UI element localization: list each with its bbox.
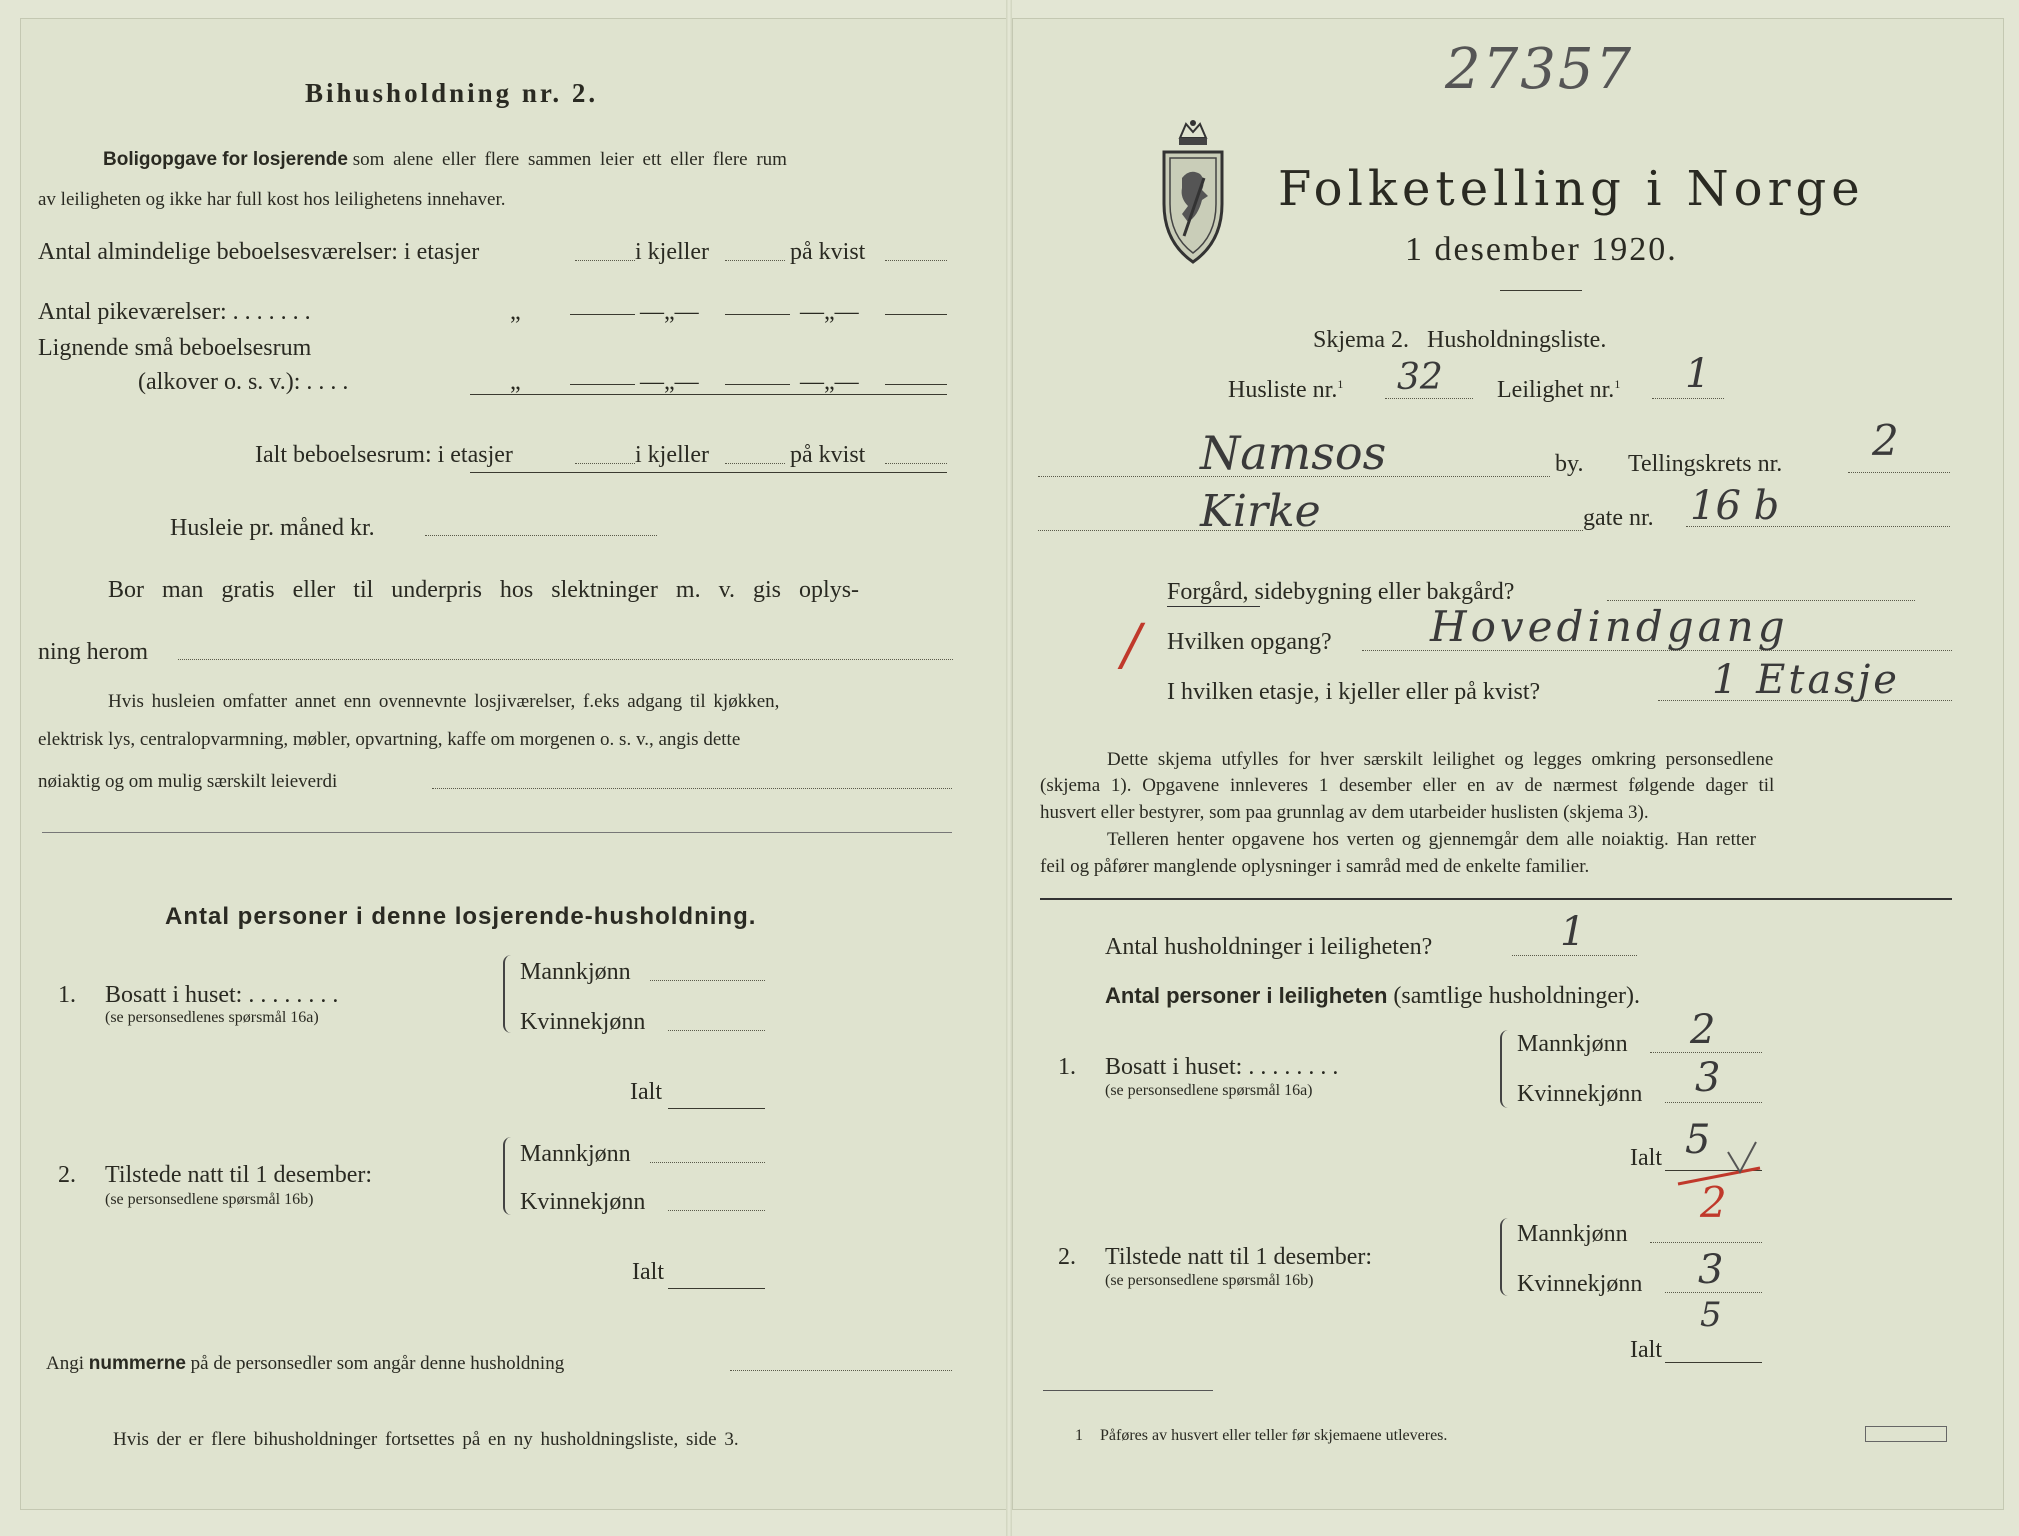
intro-bold: Boligopgave for losjerende — [103, 149, 348, 170]
pike-ditto-2: —„— — [640, 299, 699, 325]
gate-value: Kirke — [1200, 486, 1321, 537]
antal-personer-line — [1105, 984, 1640, 1008]
etasje-label: I hvilken etasje, i kjeller eller på kvist? — [1167, 679, 1541, 705]
left-q2-sub: (se personsedlene spørsmål 16b) — [105, 1191, 314, 1208]
coat-of-arms-icon — [1152, 118, 1234, 268]
right-title: Folketelling i Norge — [1278, 161, 1865, 217]
rooms-kvist: på kvist — [790, 239, 866, 265]
angi-line-fill — [730, 1370, 952, 1371]
left-q2-mann: Mannkjønn — [520, 1141, 631, 1167]
footnote-text: Påføres av husvert eller teller før skjemaene utleveres. — [1100, 1427, 1448, 1444]
left-q1-label: Bosatt i huset: . . . . . . . . — [105, 982, 339, 1008]
husliste-sup: 1 — [1337, 377, 1344, 391]
skjema-heading: Skjema 2. Husholdningsliste. — [1313, 327, 1607, 353]
left-q1-sub: (se personsedlenes spørsmål 16a) — [105, 1009, 319, 1026]
dette-line-5: feil og påfører manglende oplysninger i samråd med de enkelte familier. — [1040, 856, 1590, 877]
gate-label: gate nr. — [1583, 505, 1654, 531]
lignende-ditto-2: —„— — [640, 369, 699, 395]
right-q2-ialt: Ialt — [1630, 1337, 1662, 1363]
husleie-label: Husleie pr. måned kr. — [170, 515, 375, 541]
pike-ditto-3: —„— — [800, 299, 859, 325]
left-q2-mann-line — [650, 1162, 765, 1163]
gate-nr-value: 16 b — [1690, 483, 1780, 529]
forgard-line — [1607, 600, 1915, 601]
leilighet-sup: 1 — [1614, 377, 1621, 391]
census-date: 1 desember 1920. — [1405, 231, 1678, 268]
right-q1-kvinne-value: 3 — [1695, 1055, 1721, 1101]
angi-post: på de personsedler som angår denne husholdning — [190, 1353, 565, 1374]
right-q2-mann: Mannkjønn — [1517, 1221, 1628, 1247]
left-q1-mann: Mannkjønn — [520, 959, 631, 985]
lignende-line-1: Lignende små beboelsesrum — [38, 335, 312, 361]
opgang-value: Hovedindgang — [1430, 602, 1789, 651]
antal-personer-bold: Antal personer i leiligheten — [1105, 983, 1388, 1008]
leilighet-line — [1652, 398, 1724, 399]
red-check-mark: / — [1122, 613, 1141, 678]
rooms-etasjer-line — [575, 260, 635, 261]
angi-bold: nummerne — [88, 1353, 186, 1374]
dette-line-3: husvert eller bestyrer, som paa grunnlag av dem utarbeider huslisten (skjema 3). — [1040, 802, 1649, 823]
lignende-ditto: „ — [510, 369, 521, 395]
husholdninger-line — [1512, 955, 1637, 956]
left-q2-ialt: Ialt — [632, 1259, 664, 1285]
lignende-ditto-3: —„— — [800, 369, 859, 395]
left-q1-num: 1. — [58, 982, 76, 1008]
gratis-line-2: ning herom — [38, 639, 148, 665]
pike-ditto: „ — [510, 299, 521, 325]
ialt-rule — [470, 472, 947, 473]
right-q2-kvinne-value: 3 — [1698, 1247, 1724, 1293]
rooms-kvist-line — [885, 260, 947, 261]
lignende-line-b — [725, 384, 790, 385]
right-q2-mann-line — [1650, 1242, 1762, 1243]
intro-line-2: av leiligheten og ikke har full kost hos leilighetens innehaver. — [38, 189, 506, 210]
date-rule — [1500, 290, 1582, 291]
krets-label: Tellingskrets nr. — [1628, 451, 1783, 477]
intro-rest: som alene eller flere sammen leier ett eller flere rum — [352, 149, 787, 170]
gratis-line — [178, 659, 953, 660]
right-q2-ialt-line — [1665, 1362, 1762, 1363]
dette-line-4: Telleren henter opgavene hos verten og gjennemgår dem alle noiaktig. Han retter — [1107, 829, 1756, 850]
lignende-line-c — [885, 384, 947, 385]
sum-rule — [470, 394, 947, 395]
left-q1-brace — [503, 955, 515, 1033]
ialt-kjeller: i kjeller — [635, 442, 709, 468]
flere-note: Hvis der er flere bihusholdninger fortsettes på en ny husholdningsliste, side 3. — [113, 1429, 739, 1450]
right-q2-num: 2. — [1058, 1244, 1076, 1270]
ialt-rooms-label: Ialt beboelsesrum: i etasjer — [255, 442, 513, 468]
right-q2-brace — [1500, 1218, 1512, 1296]
ialt-kvist: på kvist — [790, 442, 866, 468]
left-q2-num: 2. — [58, 1162, 76, 1188]
dette-line-1: Dette skjema utfylles for hver særskilt leilighet og legges omkring personsedlene — [1107, 749, 1774, 770]
krets-value: 2 — [1872, 416, 1899, 465]
pike-label: Antal pikeværelser: . . . . . . . — [38, 299, 311, 325]
antal-heading: Antal personer i denne losjerende-husholdning. — [165, 903, 757, 930]
ialt-etasjer-line — [575, 463, 635, 464]
opgang-label: Hvilken opgang? — [1167, 629, 1332, 655]
right-q1-num: 1. — [1058, 1054, 1076, 1080]
right-q1-brace — [1500, 1030, 1512, 1108]
left-q1-kvinne-line — [668, 1030, 765, 1031]
hvis-line-1: Hvis husleien omfatter annet enn ovennevnte losjiværelser, f.eks adgang til kjøkken, — [108, 691, 780, 712]
ialt-kvist-line — [885, 463, 947, 464]
left-q2-label: Tilstede natt til 1 desember: — [105, 1162, 373, 1188]
footnote-num: 1 — [1075, 1427, 1083, 1444]
rooms-kjeller: i kjeller — [635, 239, 709, 265]
left-q2-brace — [503, 1137, 515, 1215]
lignende-line-2: (alkover o. s. v.): . . . . — [138, 369, 349, 395]
husholdninger-label: Antal husholdninger i leiligheten? — [1105, 934, 1433, 960]
right-q2-kvinne: Kvinnekjønn — [1517, 1271, 1643, 1297]
right-q1-ialt: Ialt — [1630, 1145, 1662, 1171]
pike-line-2 — [725, 314, 790, 315]
intro-line-1 — [103, 150, 787, 169]
printer-mark — [1865, 1426, 1947, 1442]
angi-pre: Angi — [46, 1353, 84, 1374]
right-q1-label: Bosatt i huset: . . . . . . . . — [1105, 1054, 1339, 1080]
husliste-line — [1385, 398, 1473, 399]
footnote-rule — [1043, 1390, 1213, 1391]
leilighet-label — [1497, 378, 1620, 402]
left-divider — [42, 832, 952, 833]
lignende-line-a — [570, 384, 635, 385]
husholdninger-value: 1 — [1560, 909, 1586, 955]
pike-line-1 — [570, 314, 635, 315]
by-label: by. — [1555, 451, 1584, 477]
husleie-line — [425, 535, 657, 536]
right-divider — [1040, 898, 1952, 900]
left-q1-mann-line — [650, 980, 765, 981]
left-q2-ialt-line — [668, 1288, 765, 1289]
rooms-label: Antal almindelige beboelsesværelser: i etasjer — [38, 239, 480, 265]
antal-personer-rest: (samtlige husholdninger). — [1393, 983, 1641, 1009]
right-q1-mann: Mannkjønn — [1517, 1031, 1628, 1057]
forgard-label: Forgård, sidebygning eller bakgård? — [1167, 579, 1515, 605]
right-q1-ialt-value: 5 — [1685, 1117, 1711, 1163]
hvis-line — [432, 788, 952, 789]
gratis-line-1: Bor man gratis eller til underpris hos slektninger m. v. gis oplys- — [108, 577, 860, 603]
dette-line-2: (skjema 1). Opgavene innleveres 1 desember eller en av de nærmest følgende dager til — [1040, 775, 1775, 796]
left-q1-kvinne: Kvinnekjønn — [520, 1009, 646, 1035]
pike-line-3 — [885, 314, 947, 315]
right-q1-sub: (se personsedlene spørsmål 16a) — [1105, 1082, 1313, 1099]
leilighet-value: 1 — [1685, 351, 1711, 397]
right-q1-red-value: 2 — [1700, 1178, 1727, 1227]
forgard-underline — [1167, 606, 1260, 607]
by-value: Namsos — [1200, 426, 1387, 480]
left-q2-kvinne: Kvinnekjønn — [520, 1189, 646, 1215]
archive-number: 27357 — [1445, 37, 1634, 102]
right-q1-kvinne-line — [1665, 1102, 1762, 1103]
left-q1-ialt: Ialt — [630, 1079, 662, 1105]
husliste-text: Husliste nr. — [1228, 377, 1338, 403]
right-q2-sub: (se personsedlene spørsmål 16b) — [1105, 1272, 1314, 1289]
ialt-kjeller-line — [725, 463, 785, 464]
angi-line — [46, 1354, 564, 1373]
left-q2-kvinne-line — [668, 1210, 765, 1211]
husliste-value: 32 — [1397, 357, 1443, 398]
husliste-label — [1228, 378, 1343, 402]
right-q1-mann-value: 2 — [1690, 1007, 1716, 1053]
left-q1-ialt-line — [668, 1108, 765, 1109]
right-q1-kvinne: Kvinnekjønn — [1517, 1081, 1643, 1107]
etasje-value: 1 Etasje — [1712, 657, 1900, 703]
right-q2-ialt-value: 5 — [1700, 1295, 1722, 1335]
rooms-kjeller-line — [725, 260, 785, 261]
krets-line — [1848, 472, 1950, 473]
hvis-line-2: elektrisk lys, centralopvarmning, møbler, opvartning, kaffe om morgenen o. s. v., angis dette — [38, 729, 741, 750]
left-title: Bihusholdning nr. 2. — [305, 78, 599, 108]
leilighet-text: Leilighet nr. — [1497, 377, 1615, 403]
hvis-line-3: nøiaktig og om mulig særskilt leieverdi — [38, 771, 338, 792]
page-fold — [1006, 0, 1012, 1536]
right-q2-label: Tilstede natt til 1 desember: — [1105, 1244, 1373, 1270]
